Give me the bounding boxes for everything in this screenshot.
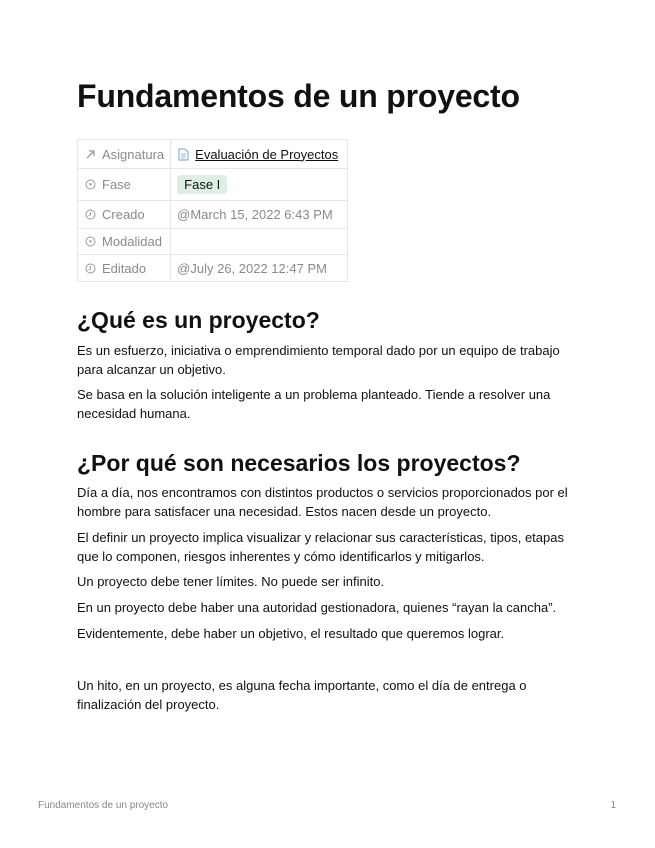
properties-table	[77, 139, 348, 282]
paragraph: Evidentemente, debe haber un objetivo, el resultado que queremos lograr.	[77, 626, 505, 641]
relation-link[interactable]: Evaluación de Proyectos	[195, 146, 339, 162]
property-value[interactable]	[171, 140, 348, 169]
property-key	[78, 169, 171, 201]
property-label: Fase	[102, 177, 131, 192]
paragraph: Un hito, en un proyecto, es alguna fecha importante, como el día de entrega o finalización del proyecto.	[77, 678, 527, 712]
property-value[interactable]	[171, 229, 348, 255]
property-row-asignatura	[78, 140, 348, 169]
paragraph: En un proyecto debe haber una autoridad gestionadora, quienes “rayan la cancha”.	[77, 600, 557, 615]
property-row-editado	[78, 255, 348, 282]
phase-tag[interactable]: Fase I	[177, 175, 227, 194]
paragraph: Se basa en la solución inteligente a un problema planteado. Tiende a resolver una necesidad humana.	[77, 387, 551, 421]
section-heading: ¿Qué es un proyecto?	[77, 307, 320, 333]
section-heading: ¿Por qué son necesarios los proyectos?	[77, 450, 521, 476]
clock-icon	[84, 262, 96, 274]
property-row-fase	[78, 169, 348, 201]
page-title: Fundamentos de un proyecto	[77, 78, 520, 114]
property-label: Modalidad	[102, 234, 162, 249]
paragraph: Día a día, nos encontramos con distintos productos o servicios proporcionados por el hombre para satisfacer una necesidad. Estos nacen desde un proyecto.	[77, 485, 568, 519]
arrow-up-right-icon	[84, 148, 96, 160]
paragraph: El definir un proyecto implica visualizar y relacionar sus características, tipos, etapas que lo componen, riesgos inherentes y cómo identificarlos y mitigarlos.	[77, 530, 564, 564]
paragraph: Es un esfuerzo, iniciativa o emprendimiento temporal dado por un equipo de trabajo para alcanzar un objetivo.	[77, 343, 560, 377]
property-label: Editado	[102, 260, 147, 276]
property-value: @March 15, 2022 6:43 PM	[171, 201, 348, 229]
property-row-modalidad	[78, 229, 348, 255]
property-label: Creado	[102, 207, 145, 222]
footer-title: Fundamentos de un proyecto	[38, 800, 169, 811]
clock-icon	[84, 209, 96, 221]
select-icon	[84, 236, 96, 248]
property-row-creado	[78, 201, 348, 229]
property-key	[78, 140, 171, 169]
paragraph: Un proyecto debe tener límites. No puede ser infinito.	[77, 574, 385, 589]
property-value[interactable]	[171, 169, 348, 201]
page-number: 1	[610, 800, 616, 811]
property-key	[78, 201, 171, 229]
property-key	[78, 229, 171, 255]
page-icon	[177, 148, 189, 160]
property-label: Asignatura	[102, 146, 165, 162]
property-value: @July 26, 2022 12:47 PM	[171, 255, 348, 282]
select-icon	[84, 179, 96, 191]
property-key	[78, 255, 171, 282]
